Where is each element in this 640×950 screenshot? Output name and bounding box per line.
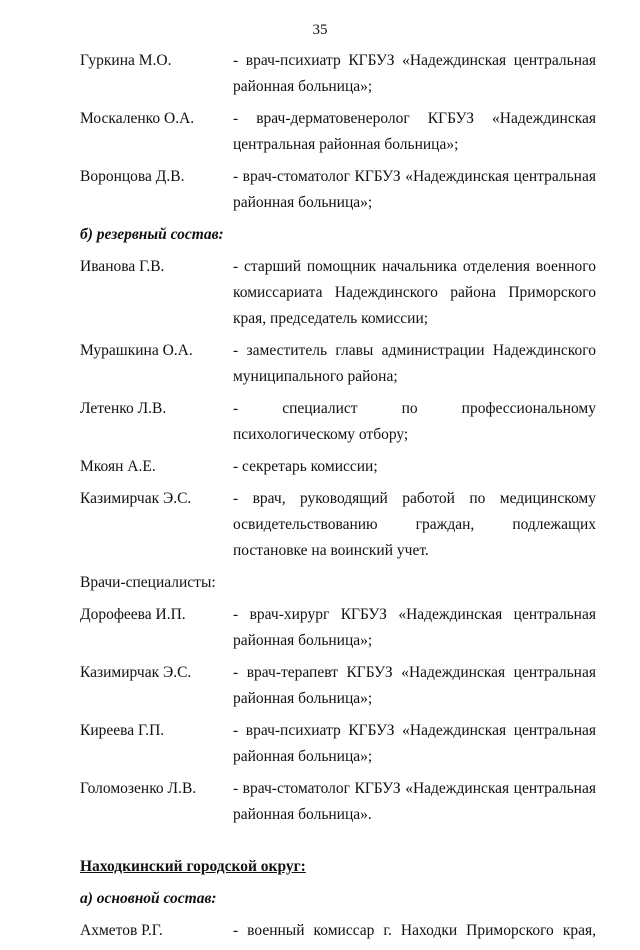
member-description: - специалист по профессиональному психологическому отбору; <box>233 400 596 443</box>
main-composition-heading: а) основной состав: <box>80 890 217 907</box>
member-name: Гуркина М.О. <box>80 52 172 69</box>
specialists-label: Врачи-специалисты: <box>80 574 216 591</box>
member-description: - старший помощник начальника отделения военного комиссариата Надеждинского района Приморского края, председатель комиссии; <box>233 258 596 327</box>
member-description: - секретарь комиссии; <box>233 458 378 475</box>
member-description: - врач-психиатр КГБУЗ «Надеждинская центральная районная больница»; <box>233 52 596 95</box>
member-name: Москаленко О.А. <box>80 110 195 127</box>
member-name: Киреева Г.П. <box>80 722 165 739</box>
member-row <box>80 396 596 448</box>
member-name: Ахметов Р.Г. <box>80 922 163 939</box>
page-number: 35 <box>312 22 328 38</box>
member-description: - врач-дерматовенеролог КГБУЗ «Надеждинская центральная районная больница»; <box>233 110 596 153</box>
member-row <box>80 776 596 828</box>
member-name: Иванова Г.В. <box>80 258 165 275</box>
member-description: - врач-хирург КГБУЗ «Надеждинская центральная районная больница»; <box>233 606 596 649</box>
member-row <box>80 718 596 770</box>
member-name: Дорофеева И.П. <box>80 606 186 623</box>
member-description: - заместитель главы администрации Надеждинского муниципального района; <box>233 342 596 385</box>
member-name: Казимирчак Э.С. <box>80 664 192 681</box>
member-row <box>80 602 596 654</box>
document-body <box>80 48 596 950</box>
member-row <box>80 660 596 712</box>
member-row <box>80 164 596 216</box>
member-description: - врач-психиатр КГБУЗ «Надеждинская центральная районная больница»; <box>233 722 596 765</box>
member-name: Воронцова Д.В. <box>80 168 185 185</box>
member-name: Летенко Л.В. <box>80 400 167 417</box>
member-row <box>80 106 596 158</box>
member-name: Мурашкина О.А. <box>80 342 193 359</box>
member-row <box>80 454 596 480</box>
member-description: - военный комиссар г. Находки Приморского края, <box>233 922 596 939</box>
reserve-composition-heading: б) резервный состав: <box>80 226 224 243</box>
member-description: - врач-терапевт КГБУЗ «Надеждинская центральная районная больница»; <box>233 664 596 707</box>
member-row <box>80 486 596 564</box>
member-description: - врач, руководящий работой по медицинскому освидетельствованию граждан, подлежащих постановке на воинский учет. <box>233 490 596 559</box>
member-name: Мкоян А.Е. <box>80 458 156 475</box>
member-row <box>80 48 596 100</box>
member-row <box>80 918 596 944</box>
member-name: Голомозенко Л.В. <box>80 780 197 797</box>
member-name: Казимирчак Э.С. <box>80 490 192 507</box>
section-title: Находкинский городской округ: <box>80 858 306 875</box>
member-row <box>80 254 596 332</box>
member-description: - врач-стоматолог КГБУЗ «Надеждинская центральная районная больница». <box>233 780 596 823</box>
member-row <box>80 338 596 390</box>
member-description: - врач-стоматолог КГБУЗ «Надеждинская центральная районная больница»; <box>233 168 596 211</box>
